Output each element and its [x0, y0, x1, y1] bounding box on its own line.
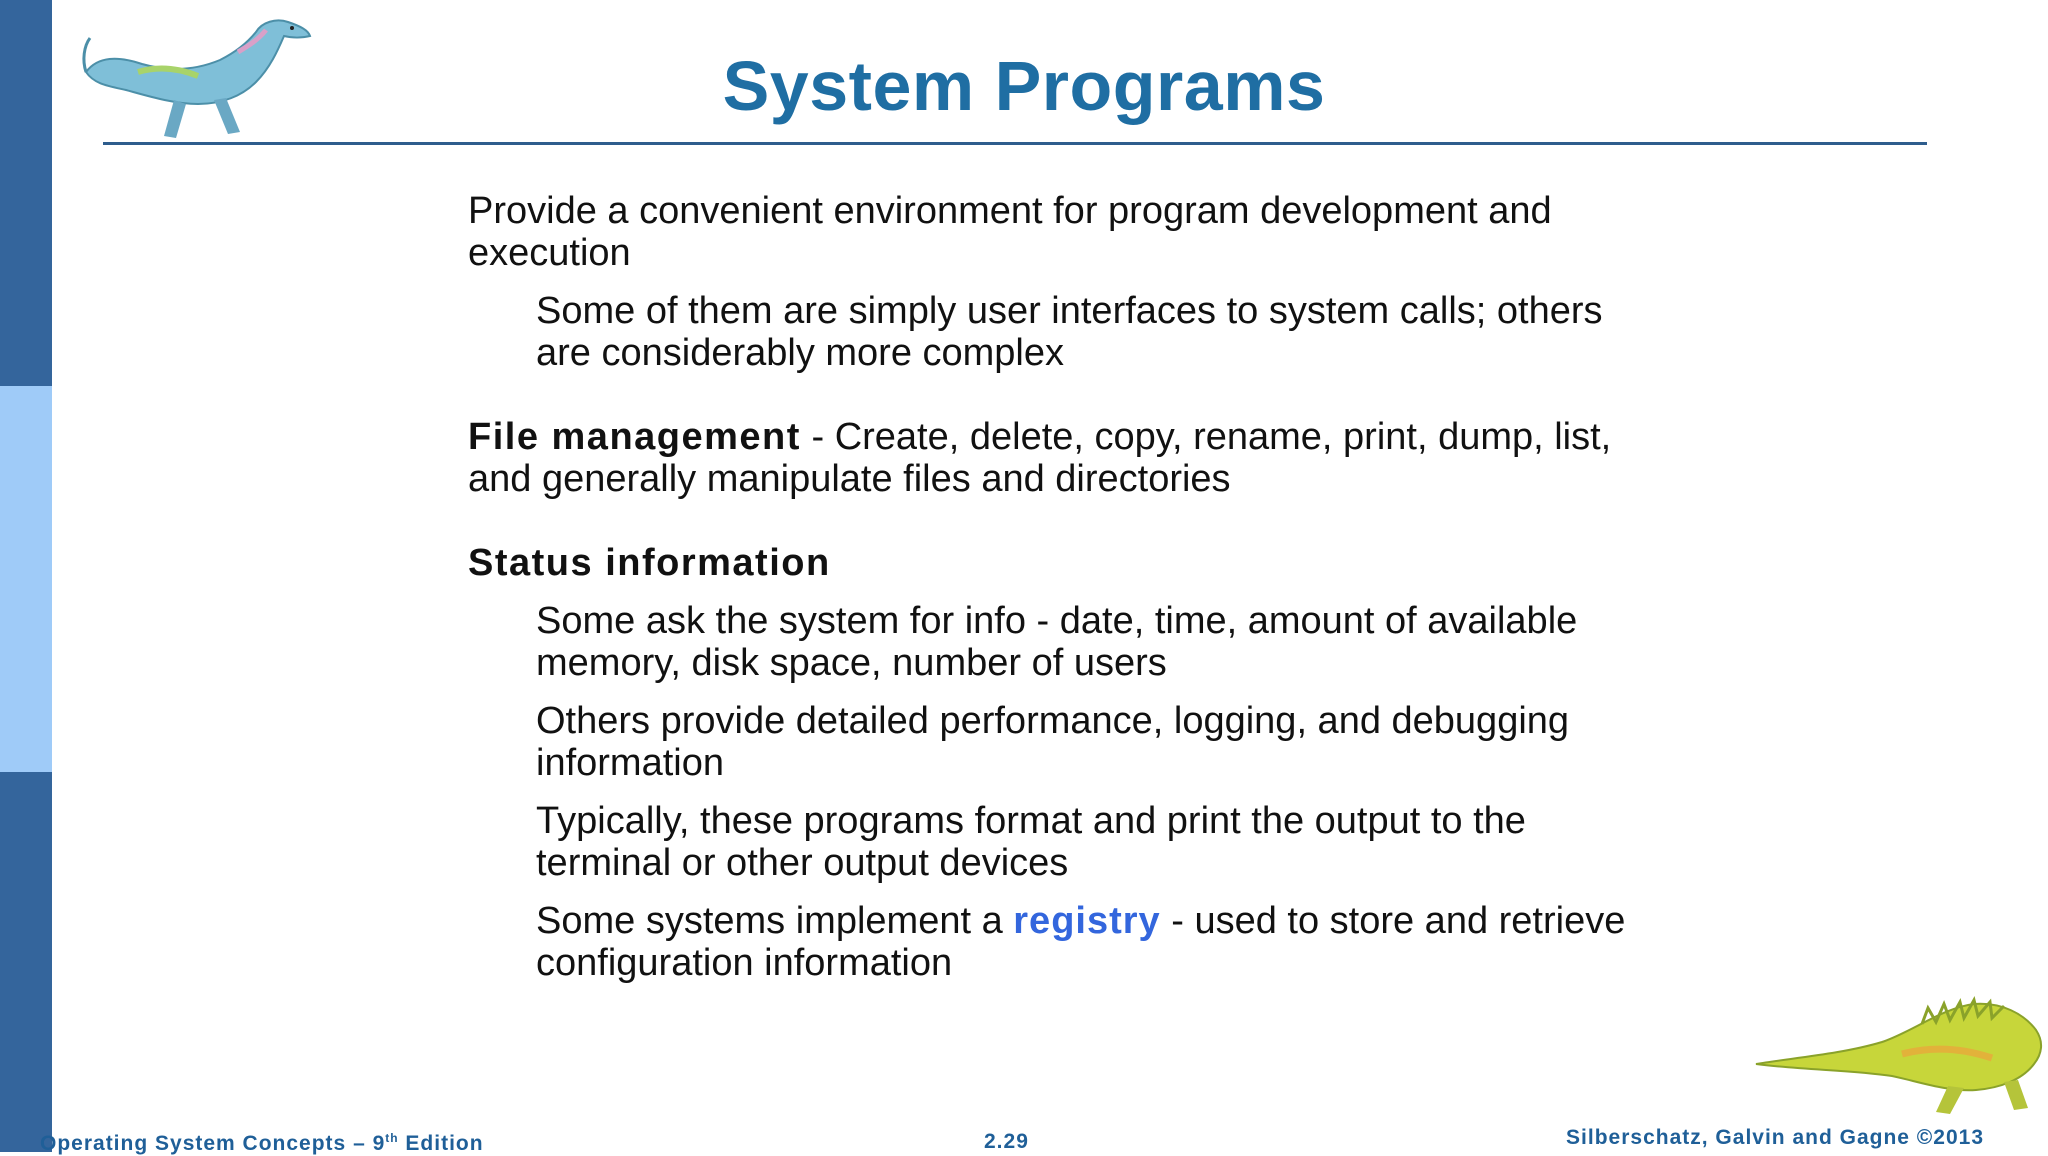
- dinosaur-logo-bottom: [1752, 994, 2048, 1116]
- registry-suffix: - used to store and retrieve configuration information: [536, 900, 1626, 984]
- slide-title: System Programs: [722, 47, 1326, 125]
- term-registry: registry: [1013, 900, 1161, 942]
- left-accent-bar-highlight: [0, 386, 52, 772]
- title-divider: [103, 142, 1927, 145]
- sub-bullet-system-info: Some ask the system for info - date, time, amount of available memory, disk space, number of users: [536, 600, 1578, 684]
- bullet-status-information: Status information: [468, 542, 831, 584]
- sub-bullet-output-format: Typically, these programs format and print the output to the terminal or other output devices: [536, 800, 1526, 884]
- term-file-management: File management: [468, 416, 801, 458]
- bullet-dev-environment: Provide a convenient environment for program development and execution: [468, 190, 1552, 274]
- bullet-file-management: [468, 416, 1648, 500]
- file-management-description: - Create, delete, copy, rename, print, dump, list, and generally manipulate files and directories: [468, 416, 1612, 500]
- sub-bullet-registry: [536, 900, 1648, 984]
- footer-book-title: Operating System Concepts – 9th Edition: [40, 1131, 484, 1155]
- slide-content: [468, 190, 1648, 984]
- left-accent-bar: [0, 0, 52, 1152]
- footer-authors: Silberschatz, Galvin and Gagne ©2013: [1566, 1126, 1984, 1149]
- footer-page-number: 2.29: [984, 1130, 1029, 1153]
- footer-edition-sup: th: [385, 1131, 399, 1145]
- sub-bullet-performance: Others provide detailed performance, logging, and debugging information: [536, 700, 1570, 784]
- sub-bullet-user-interfaces: Some of them are simply user interfaces to system calls; others are considerably more complex: [536, 290, 1603, 374]
- registry-prefix: Some systems implement a: [536, 900, 1014, 942]
